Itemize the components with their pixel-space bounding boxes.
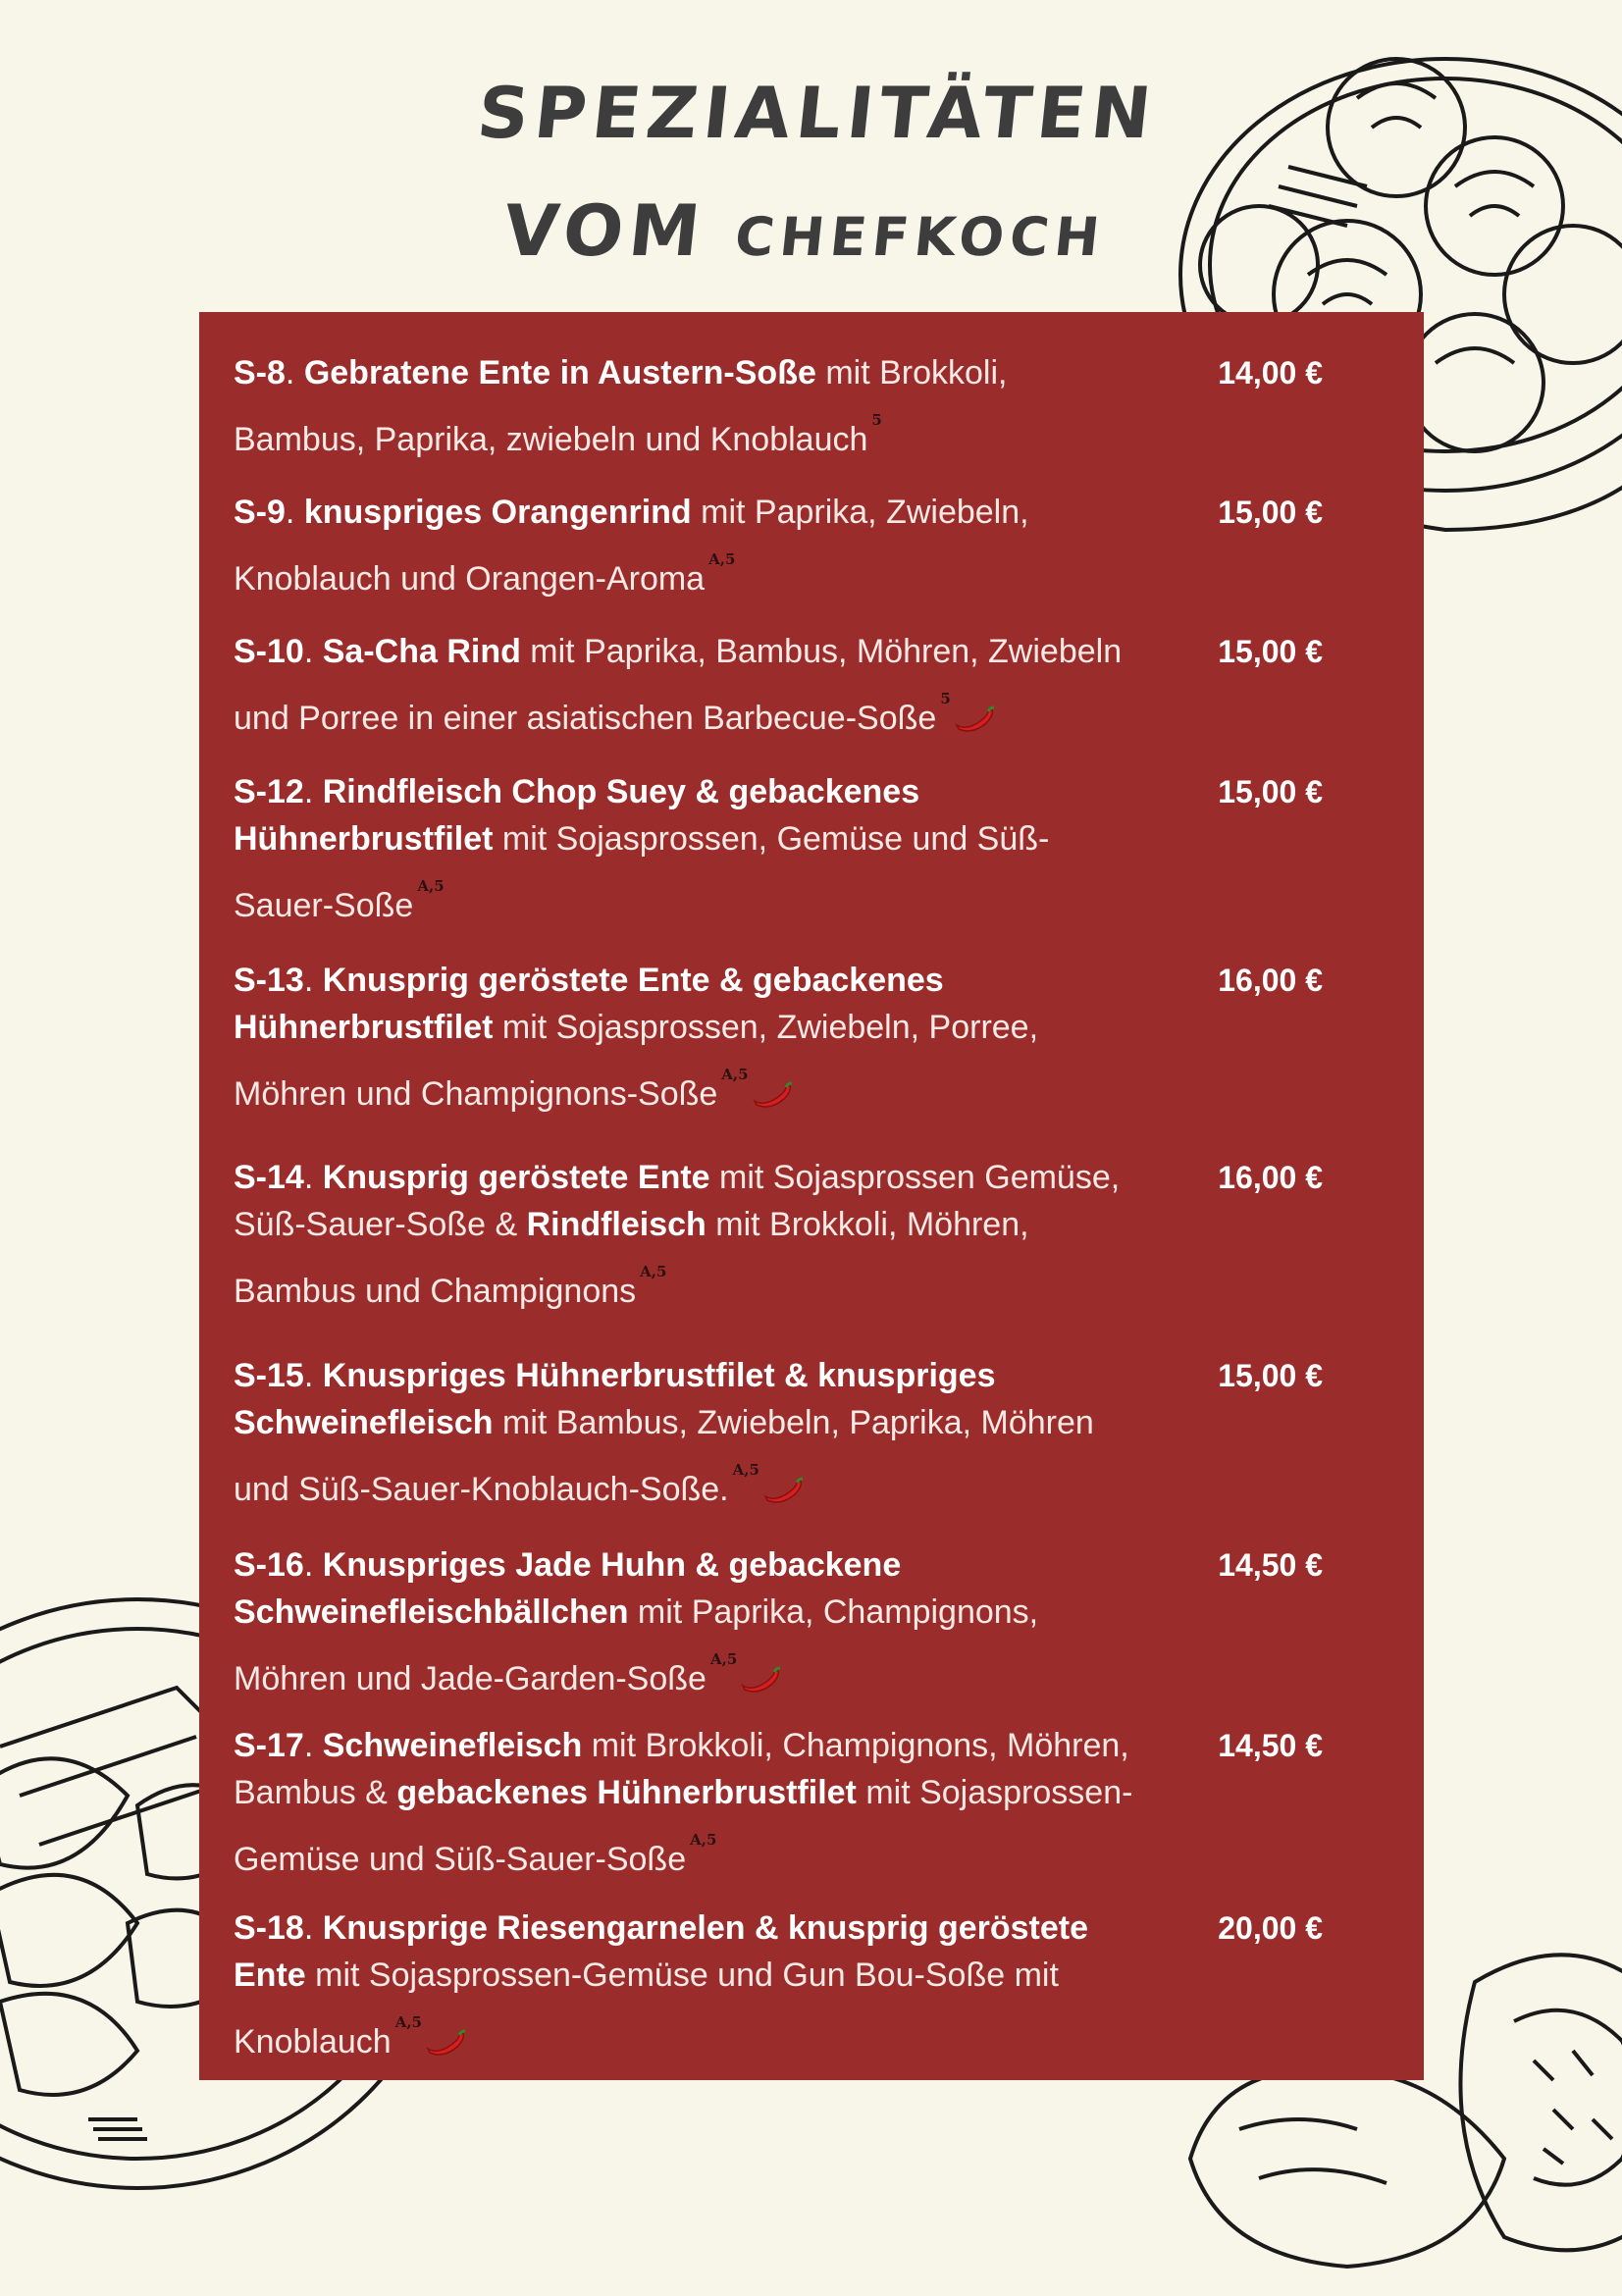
item-price: 15,00 € [1218, 1358, 1323, 1393]
item-price: 15,00 € [1218, 634, 1323, 669]
chili-icon [953, 705, 996, 733]
code-separator: . [303, 633, 323, 670]
menu-item-description [234, 957, 1146, 1118]
item-price: 16,00 € [1218, 1160, 1323, 1195]
menu-item [234, 1541, 1391, 1702]
item-description: mit Sojasprossen Gemüse, Süß-Sauer-Soße & [234, 1159, 1121, 1243]
code-separator: . [303, 1909, 323, 1947]
menu-item [234, 768, 1391, 929]
code-separator: . [285, 494, 304, 531]
item-description-secondary: mit Brokkoli, Möhren, Bambus und Champignons [234, 1206, 1029, 1310]
item-code: S-16 [234, 1546, 304, 1584]
menu-item [234, 349, 1391, 463]
item-name: Knusprig geröstete Ente & gebackenes Hühnerbrustfilet [234, 962, 944, 1046]
item-description: mit Sojasprossen-Gemüse und Gun Bou-Soße mit Knoblauch [234, 1957, 1059, 2061]
chili-icon [424, 2029, 467, 2057]
title-line-1: SPEZIALITÄTEN [473, 72, 1161, 154]
menu-item-description [234, 1722, 1146, 1883]
item-code: S-8 [234, 354, 286, 391]
item-name: Knuspriges Jade Huhn & gebackene Schweinefleischbällchen [234, 1546, 902, 1631]
code-separator: . [303, 1546, 323, 1584]
menu-item [234, 489, 1391, 602]
item-name: Knuspriges Hühnerbrustfilet & knuspriges Schweinefleisch [234, 1357, 996, 1441]
allergen-marker: A,5 [417, 877, 445, 895]
item-name-secondary: Rindfleisch [526, 1206, 706, 1243]
allergen-marker: A,5 [709, 1650, 738, 1668]
menu-item-description [234, 489, 1146, 602]
item-code: S-15 [234, 1357, 304, 1394]
item-name: Rindfleisch Chop Suey & gebackenes Hühnerbrustfilet [234, 773, 920, 858]
item-price: 14,50 € [1218, 1728, 1323, 1763]
menu-item-description [234, 1154, 1146, 1315]
item-description: mit Brokkoli, Bambus, Paprika, zwiebeln und Knoblauch [234, 354, 1008, 458]
item-description: mit Sojasprossen, Gemüse und Süß-Sauer-Soße [234, 820, 1050, 924]
menu-panel [199, 312, 1424, 2080]
menu-item [234, 1722, 1391, 1883]
item-name: knuspriges Orangenrind [303, 494, 692, 531]
code-separator: . [303, 962, 323, 999]
item-code: S-18 [234, 1909, 304, 1947]
item-name: Knusprige Riesengarnelen & knusprig geröstete Ente [234, 1909, 1089, 1994]
item-description: mit Sojasprossen, Zwiebeln, Porree, Möhren und Champignons-Soße [234, 1009, 1039, 1113]
menu-item [234, 628, 1391, 742]
chili-icon [761, 1477, 805, 1504]
item-price: 20,00 € [1218, 1910, 1323, 1946]
chili-icon [751, 1081, 794, 1109]
item-name: Knusprig geröstete Ente [322, 1159, 710, 1196]
item-price: 14,50 € [1218, 1547, 1323, 1583]
allergen-marker: A,5 [732, 1461, 759, 1479]
item-description: mit Paprika, Champignons, Möhren und Jade-Garden-Soße [234, 1593, 1039, 1697]
title-line-2-big: VOM [499, 189, 710, 272]
menu-item [234, 957, 1391, 1118]
menu-item-description [234, 1541, 1146, 1702]
item-code: S-14 [234, 1159, 304, 1196]
item-price: 16,00 € [1218, 963, 1323, 998]
menu-item [234, 1352, 1391, 1513]
title-line-2-small: CHEFKOCH [732, 206, 1109, 268]
code-separator: . [303, 1727, 323, 1764]
item-name-secondary: gebackenes Hühnerbrustfilet [396, 1774, 857, 1811]
allergen-marker: A,5 [708, 550, 736, 568]
item-price: 14,00 € [1218, 355, 1323, 391]
chili-icon [739, 1666, 782, 1694]
menu-item-description [234, 768, 1146, 929]
menu-item [234, 1905, 1391, 2065]
item-price: 15,00 € [1218, 495, 1323, 530]
allergen-marker: A,5 [394, 2013, 422, 2031]
menu-item-description [234, 1905, 1146, 2065]
item-code: S-13 [234, 962, 304, 999]
item-code: S-17 [234, 1727, 304, 1764]
allergen-marker: 5 [871, 411, 882, 429]
allergen-marker: A,5 [690, 1831, 717, 1849]
item-description: mit Bambus, Zwiebeln, Paprika, Möhren und Süß-Sauer-Knoblauch-Soße. [234, 1404, 1094, 1508]
menu-item-description [234, 349, 1146, 463]
page-title [0, 69, 1622, 275]
item-description-secondary: mit Sojasprossen-Gemüse und Süß-Sauer-Soße [234, 1774, 1133, 1878]
item-price: 15,00 € [1218, 774, 1323, 809]
item-code: S-12 [234, 773, 304, 810]
code-separator: . [303, 1357, 323, 1394]
item-name: Schweinefleisch [322, 1727, 583, 1764]
item-description: mit Brokkoli, Champignons, Möhren, Bambus & [234, 1727, 1129, 1811]
menu-item-description [234, 628, 1146, 742]
item-name: Gebratene Ente in Austern-Soße [303, 354, 816, 391]
item-code: S-9 [234, 494, 286, 531]
item-description: mit Paprika, Bambus, Möhren, Zwiebeln und Porree in einer asiatischen Barbecue-Soße [234, 633, 1123, 737]
title-line-2 [0, 186, 1620, 275]
allergen-marker: 5 [940, 690, 951, 707]
menu-item-description [234, 1352, 1146, 1513]
item-description: mit Paprika, Zwiebeln, Knoblauch und Orangen-Aroma [234, 494, 1029, 598]
allergen-marker: A,5 [640, 1263, 667, 1280]
code-separator: . [303, 773, 323, 810]
code-separator: . [303, 1159, 323, 1196]
item-name: Sa-Cha Rind [322, 633, 521, 670]
code-separator: . [285, 354, 304, 391]
allergen-marker: A,5 [721, 1066, 749, 1083]
item-code: S-10 [234, 633, 304, 670]
menu-item [234, 1154, 1391, 1315]
